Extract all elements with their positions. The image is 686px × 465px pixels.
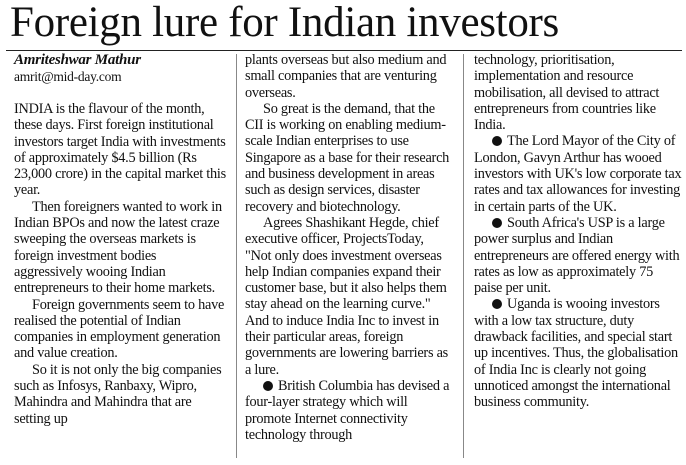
paragraph — [474, 133, 684, 214]
paragraph: Then foreigners wanted to work in Indian BPOs and now the latest craze sweeping the overseas markets is foreign investment bodies aggressively wooing Indian entrepreneurs to their home markets. — [14, 198, 222, 297]
column-2 — [245, 52, 452, 443]
paragraph — [245, 378, 452, 443]
column-1 — [14, 52, 226, 427]
bullet-icon — [492, 218, 502, 228]
paragraph-text: British Columbia has devised a four-layer strategy which will promote Internet connectivity technology through — [245, 377, 450, 443]
paragraph: Foreign governments seem to have realised the potential of Indian companies in employment generation and value creation. — [14, 296, 225, 362]
headline-rule — [6, 50, 682, 51]
bullet-icon — [492, 299, 502, 309]
headline: Foreign lure for Indian investors — [10, 0, 559, 46]
paragraph — [474, 215, 684, 296]
column-divider — [236, 54, 237, 458]
column-3 — [474, 52, 684, 411]
paragraph: technology, prioritisation, implementation and resource mobilisation, all devised to attract entrepreneurs from countries like India. — [474, 52, 660, 134]
column-divider — [463, 54, 464, 458]
paragraph: INDIA is the flavour of the month, these days. First foreign institutional investors target India with investments of approximately $4.5 billion (Rs 23,000 crore) in the capital market this year. — [14, 101, 226, 199]
paragraph-text: The Lord Mayor of the City of London, Gavyn Arthur has wooed investors with UK's low corporate tax rates and tax allowances for investing in certain parts of the UK. — [474, 133, 682, 215]
paragraph: So great is the demand, that the CII is working on enabling medium-scale Indian enterprises to use Singapore as a base for their research and business development in areas such as design services, disaster recovery and biotechnology. — [245, 100, 450, 215]
bullet-icon — [492, 136, 502, 146]
paragraph: So it is not only the big companies such as Infosys, Ranbaxy, Wipro, Mahindra and Mahindra that are setting up — [14, 361, 222, 427]
paragraph-text: Uganda is wooing investors with a low tax structure, duty drawback facilities, and special start up incentives. Thus, the globalisation of India Inc is clearly not going unnoticed amongst the international business community. — [474, 296, 678, 411]
author-email: amrit@mid-day.com — [14, 69, 122, 84]
bullet-icon — [263, 381, 273, 391]
paragraph: plants overseas but also medium and small companies that are venturing overseas. — [245, 52, 447, 101]
paragraph — [474, 296, 684, 410]
paragraph-text: South Africa's USP is a large power surplus and Indian entrepreneurs are offered energy with rates as low as approximately 75 paise per unit. — [474, 214, 680, 297]
author-byline: Amriteshwar Mathur — [14, 52, 141, 68]
paragraph: Agrees Shashikant Hegde, chief executive officer, ProjectsToday, "Not only does investment overseas help Indian companies expand their customer base, but it also helps them stay ahead on the learning curve." And to induce India Inc to invest in their particular areas, foreign governments are lowering barriers as a lure. — [245, 214, 448, 378]
